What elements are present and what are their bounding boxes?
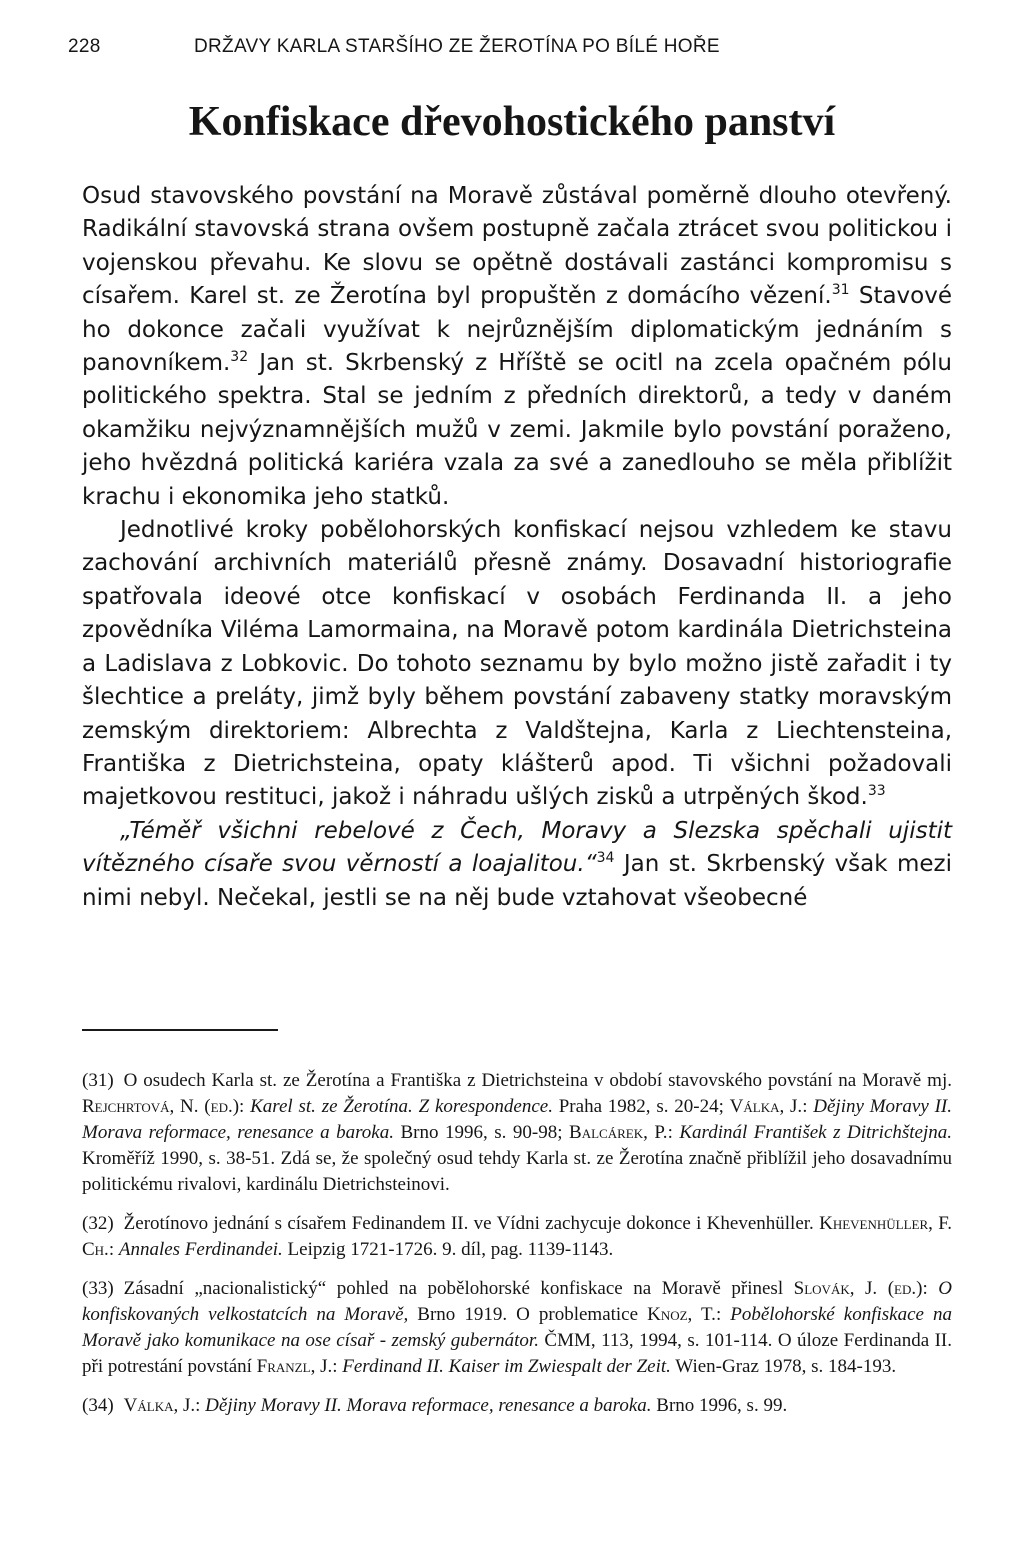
running-header (68, 36, 956, 58)
footnote-author: Knoz, T. (647, 1304, 716, 1325)
body-text (82, 180, 952, 915)
footnote-text: Brno 1919. O problematice (408, 1304, 648, 1325)
footnote-number: (32) (82, 1213, 114, 1234)
footnote-number: (33) (82, 1278, 114, 1299)
footnote-32 (82, 1211, 952, 1263)
footnote-book-title: Kardinál František z Ditrichštejna. (679, 1122, 953, 1143)
paragraph-1-text-c: Jan st. Skrbenský z Hříště se ocitl na zcela opačném pólu politického spektra. Stal se jedním z předních direktorů, a tedy v daném okamžiku nejvýznamnějších mužů v zemi. Jakmile bylo povstání poraženo, jeho hvězdná politická kariéra vzala za své a zanedlouho se měla přiblížit krachu i ekonomika jeho statků. (82, 350, 952, 510)
footnote-text: Wien-Graz 1978, s. 184-193. (670, 1356, 897, 1377)
footnote-book-title: Ferdinand II. Kaiser im Zwiespalt der Zeit. (342, 1356, 671, 1377)
footnote-text: : (239, 1096, 251, 1117)
footnote-ref-31: 31 (831, 282, 850, 299)
footnote-text: : (108, 1239, 119, 1260)
quotation: „Téměř všichni rebelové z Čech, Moravy a Slezska spěchali ujistit vítězného císaře svou věrností a loajalitou.“ (82, 817, 952, 878)
footnote-text: : (667, 1122, 680, 1143)
footnote-author: Válka, J. (123, 1395, 196, 1416)
footnote-book-title: Pobělohorské konfiskace na Moravě jako komunikace na ose císař - zemský gubernátor. (82, 1304, 952, 1351)
footnote-author: Khevenhüller, F. Ch. (82, 1213, 952, 1260)
paragraph-2-text: Jednotlivé kroky pobělohorských konfiskací nejsou vzhledem ke stavu zachování archivních materiálů přesně známy. Dosavadní historiografie spatřovala ideové otce konfiskací v osobách Ferdinanda II. a jeho zpovědníka Viléma Lamormaina, na Moravě potom kardinála Dietrichsteina a Ladislava z Lobkovic. Do tohoto seznamu by bylo možno jistě zařadit i ty šlechtice a preláty, jimž byly během povstání zabaveny statky moravským zemským direktoriem: Albrechta z Valdštejna, Karla z Liechtensteina, Františka z Dietrichsteina, opaty klášterů apod. Ti všichni požadovali majetkovou restituci, jakož i náhradu ušlých zisků a utrpěných škod. (82, 517, 952, 811)
running-title: DRŽAVY KARLA STARŠÍHO ZE ŽEROTÍNA PO BÍLÉ HOŘE (194, 36, 720, 57)
footnote-text: Kroměříž 1990, s. 38-51. Zdá se, že společný osud tehdy Karla st. ze Žerotína značně přiblížil jeho dosavadnímu politickému rivalovi, kardinálu Dietrichsteinovi. (82, 1148, 952, 1195)
paragraph-1 (82, 180, 952, 514)
footnote-text: : (715, 1304, 731, 1325)
footnote-text: O osudech Karla st. ze Žerotína a Františka z Dietrichsteina v období stavovského povstání na Moravě mj. (123, 1070, 952, 1091)
footnote-separator (82, 1029, 278, 1031)
footnote-author: Válka, J. (729, 1096, 803, 1117)
paragraph-3-text: Jan st. Skrbenský však mezi nimi nebyl. Nečekal, jestli se na něj bude vztahovat všeobecné (82, 851, 952, 911)
footnote-text: Žerotínovo jednání s císařem Fedinandem II. ve Vídni zachycuje dokonce i Khevenhüller. (123, 1213, 820, 1234)
footnote-number: (34) (82, 1395, 114, 1416)
footnotes (82, 1068, 952, 1432)
footnote-text: Brno 1996, s. 99. (651, 1395, 788, 1416)
footnote-34 (82, 1393, 952, 1419)
footnote-text: Praha 1982, s. 20-24; (552, 1096, 730, 1117)
page-number: 228 (68, 36, 101, 57)
footnote-text: Zásadní „nacionalistický“ pohled na pobělohorské konfiskace na Moravě přinesl (123, 1278, 794, 1299)
footnote-text: : (332, 1356, 343, 1377)
footnote-text: : (195, 1395, 206, 1416)
footnote-text: Brno 1996, s. 90-98; (394, 1122, 570, 1143)
footnote-number: (31) (82, 1070, 114, 1091)
footnote-ref-34: 34 (596, 850, 615, 867)
footnote-author: Rejchrtová, N. (ed.) (82, 1096, 240, 1117)
footnote-31 (82, 1068, 952, 1198)
footnote-book-title: Dějiny Moravy II. Morava reformace, renesance a baroka. (82, 1096, 952, 1143)
footnote-book-title: Dějiny Moravy II. Morava reformace, renesance a baroka. (205, 1395, 652, 1416)
paragraph-3 (82, 815, 952, 915)
footnote-book-title: O konfiskovaných velkostatcích na Moravě, (82, 1278, 952, 1325)
footnote-author: Balcárek, P. (569, 1122, 668, 1143)
section-title: Konfiskace dřevohostického panství (188, 99, 836, 145)
footnote-author: Franzl, J. (256, 1356, 333, 1377)
paragraph-1-text-a: Osud stavovského povstání na Moravě zůstával poměrně dlouho otevřený. Radikální stavovská strana ovšem postupně začala ztrácet svou politickou i vojenskou převahu. Ke slovu se opětně dostávali zastánci kompromisu s císařem. Karel st. ze Žerotína byl propuštěn z domácího vězení. (82, 183, 952, 310)
footnote-author: Slovák, J. (ed.) (793, 1278, 923, 1299)
footnote-text: : (802, 1096, 814, 1117)
footnote-book-title: Karel st. ze Žerotína. Z korespondence. (250, 1096, 553, 1117)
paragraph-2 (82, 514, 952, 815)
footnote-text: Leipzig 1721-1726. 9. díl, pag. 1139-1143. (282, 1239, 614, 1260)
footnote-ref-33: 33 (867, 783, 886, 800)
footnote-33 (82, 1276, 952, 1380)
paragraph-1-text-b: Stavové ho dokonce začali využívat k nejrůznějším diplomatickým jednáním s panovníkem. (82, 283, 952, 377)
footnote-text: : (922, 1278, 939, 1299)
footnote-book-title: Annales Ferdinandei. (118, 1239, 283, 1260)
footnote-text: ČMM, 113, 1994, s. 101-114. O úloze Ferdinanda II. při potrestání povstání (82, 1330, 953, 1377)
footnote-ref-32: 32 (230, 349, 249, 366)
